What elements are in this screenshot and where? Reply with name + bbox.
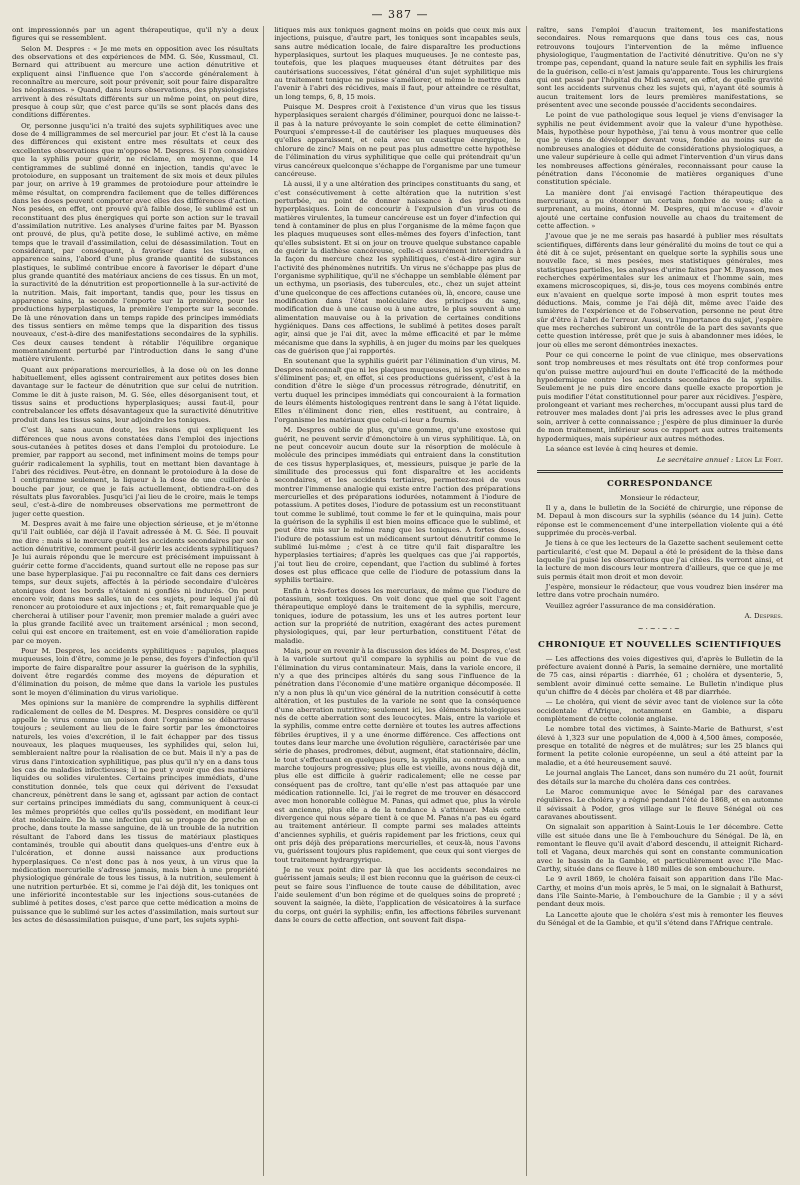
secretary-name: Léon Le Fort. — [735, 456, 783, 465]
paragraph: Quant aux préparations mercurielles, à la dose où on les donne habituellement, elles agissent contrairement aux petites doses bien davantage sur le facteur de dénutrition que sur celui de nutrition. Comme le dit à juste raison, M. G. Sée, elles désorganisent tout, et tissus sains et productions hyperplasiques; aussi faut-il, pour contrebalancer les effets désavantageux que la suractivité dénutritive produit dans les tissus sains, leur adjoindre les toniques. — [12, 365, 259, 424]
news-item: La Lancette ajoute que le choléra s'est mis à remonter les fleuves du Sénégal et de la Gambie, et qu'il s'étend dans l'Afrique centrale. — [536, 910, 783, 927]
paragraph: M. Despres oublie de plus, qu'une gomme, qu'une exostose qui guérit, ne peuvent servir d'émonctoire à un virus syphilitique. Là, on ne peut concevoir aucun doute sur la résorption de molécule à molécule des principes immédiats qui entraient dans la constitution de ces tissus hyperplasiques, et, messieurs, puisque je parle de la similitude des processus qui font disparaître et les accidents secondaires, et les accidents tertiaires, permettez-moi de vous montrer l'immense analogie qui existe entre l'action des préparations mercurielles et des préparations iodurées, notamment à l'iodure de potassium. A petites doses, l'iodure de potassium est un reconstituant tout comme le sublimé, tout comme le fer et le quinquina, mais pour la guérison de la syphilis il est bien moins efficace que le sublimé, et peut être mis sur le même rang que les toniques. A fortes doses, l'iodure de potassium est un médicament surtout dénutritif comme le sublimé lui-même ; c'est à ce titre qu'il fait disparaître les hyperplasies tertiaires; d'après les quelques cas que j'ai rapportés, j'ai tout lieu de croire, cependant, que l'action du sublimé à fortes doses est plus efficace que celle de l'iodure de potassium dans la syphilis tertiaire. — [274, 426, 521, 585]
ornament-divider: ~·~·~·~ — [637, 625, 682, 634]
news-item: — Le choléra, qui vient de sévir avec tant de violence sur la côte occidentale d'Afrique, notamment en Gambie, a disparu complètement de cette colonie anglaise. — [536, 698, 783, 724]
paragraph: C'est là, sans aucun doute, les raisons qui expliquent les différences que nous avons constatées dans l'emploi des injections sous-cutanées à petites doses et dans l'emploi du protoiodure. Le premier, par rapport au second, met infiniment moins de temps pour guérir radicalement la syphilis, tout en mettant bien davantage à l'abri des récidives. Peut-être, en donnant le protoiodure à la dose de 1 centigramme seulement, la liqueur à la dose de une cuillerée à bouche par jour, ce que je fais actuellement, obtiendra-t-on des résultats plus favorables. Jusqu'ici j'ai lieu de le croire, mais le temps seul, c'est-à-dire de nombreuses observations me permettront de juger cette question. — [12, 426, 259, 518]
paragraph: Veuillez agréer l'assurance de ma considération. — [545, 601, 716, 610]
news-item: Le journal anglais The Lancet, dans son numéro du 21 août, fournit des détails sur la marche du choléra dans ces contrées. — [536, 769, 783, 786]
column-left — [12, 26, 264, 1176]
secretary-label: Le secrétaire annuel : — [656, 456, 734, 465]
paragraph: Il y a, dans le bulletin de la Société de chirurgie, une réponse de M. Depaul à mon discours sur la syphilis (séance du 14 juin). Cette réponse est le commencement d'une interpellation violente qui a été supprimée du procès-verbal. — [536, 503, 783, 537]
paragraph: ont impressionnés par un agent thérapeutique, qu'il n'y a deux figures qui se ressemblent. — [12, 26, 259, 43]
paragraph: En soutenant que la syphilis guérit par l'élimination d'un virus, M. Despres méconnaît que ni les plaques muqueuses, ni les syphilides ne s'éliminent pas; et, en effet, si ces productions guérissent, c'est à la condition d'être le siège d'un processus rétrograde, dénutritif, en vertu duquel les principes immédiats qui concouraient à la formation de leurs éléments histologiques rentrent dans le sang à l'état liquide. Elles n'éliminent donc rien, elles restituent, au contraire, à l'organisme les matériaux que celui-ci leur a fournis. — [274, 357, 521, 424]
paragraph: Pour M. Despres, les accidents syphilitiques : papules, plaques muqueuses, loin d'être, comme je le pense, des foyers d'infection qu'il importe de faire disparaître pour assurer la guérison de la syphilis, doivent être regardés comme des moyens de dépuration et d'élimination du poison, de même que dans la variole les pustules sont le moyen d'élimination du virus variolique. — [12, 647, 259, 697]
seance-closing: La séance est levée à cinq heures et demie. — [545, 444, 698, 453]
paragraph: Or, personne jusqu'ici n'a traité des sujets syphilitiques avec une dose de 4 milligrammes de sel mercuriel par jour. Et c'est là la cause des différences qui existent entre mes résultats et ceux des excellentes observations que m'oppose M. Despres. Si l'on considère que la syphilis pour guérir, ne réclame, en moyenne, que 14 centigrammes de sublimé donné en injection, tandis qu'avec le protoiodure, en supposant un traitement de six mois et deux pilules par jour, on arrive à 19 grammes de protoiodure pour atteindre le même résultat, on comprendra facilement que de telles différences dans les doses peuvent comporter avec elles des différences d'action. Nos pesées, en effet, ont prouvé qu'à faible dose, le sublimé est un reconstituant des plus énergiques qui porte son action sur le travail d'assimilation nutritive. Les analyses d'urine faites par M. Byasson ont prouvé, de plus, qu'à petite dose, le sublimé active, en même temps que le travail d'assimilation, celui de désassimilation. Tout en considérant, par conséquent, à favoriser dans les tissus, en apparence sains, l'abord d'une plus grande quantité de substances plastiques, le sublimé contribue encore à favoriser le départ d'une plus grande quantité des matériaux anciens de ces tissus. En un mot, la suractivité de la dénutrition est proportionnelle à la sur-activité de la nutrition. Mais, fait important, tandis que, pour les tissus en apparence sains, la seconde l'emporte sur la première, pour les productions hyperplastiques, la première l'emporte sur la seconde. De là une rénovation dans un temps rapide des principes immédiats des tissus sentiers en même temps que la disparition des tissus nouveaux, c'est-à-dire des manifestations secondaires de la syphilis. Ces deux causes tendent à rétablir l'équilibre organique momentanément perturbé par l'introduction dans le sang d'une matière virulente. — [12, 121, 259, 364]
paragraph: raître, sans l'emploi d'aucun traitement, les manifestations secondaires. Nous remarquons que dans tous ces cas, nous retrouvons toujours l'intervention de la même influence physiologique, l'augmentation de l'activité dénutritive. Qu'on ne s'y trompe pas, cependant, quand la nature seule fait en syphilis les frais de la guérison, celle-ci n'est jamais qu'apparente. Tous les chirurgiens qui ont passé par l'hôpital du Midi savent, en effet, de quelle gravité sont les accidents survenus chez les sujets qui, n'ayant été soumis à aucun traitement lors de leurs premières manifestations, se présentent avec une seconde poussée d'accidents secondaires. — [536, 26, 783, 110]
news-item: Le Maroc communique avec le Sénégal par des caravanes régulières. Le choléra y a régné pendant l'été de 1868, et en automne il sévissait à Podor, gros village sur le fleuve Sénégal où ces caravanes aboutissent. — [536, 787, 783, 821]
paragraph: Je tiens à ce que les lecteurs de la Gazette sachent seulement cette particularité, c'est que M. Depaul a été le président de la thèse dans laquelle j'ai puisé les observations que j'ai citées. Ils verront ainsi, et la lecture de mon discours leur montrera d'ailleurs, que ce que je me suis permis était mon droit et mon devoir. — [536, 539, 783, 581]
chronique-heading: CHRONIQUE ET NOUVELLES SCIENTIFIQUES — [538, 639, 782, 650]
column-right — [537, 26, 788, 1176]
paragraph: Mais, pour en revenir à la discussion des idées de M. Despres, c'est à la variole surtout qu'il compare la syphilis au point de vue de l'élimination du virus contaminateur. Mais, dans la variole encore, il n'y a que des principes altérés du sang sous l'influence de la pénétration dans l'économie d'une matière organique décomposée. Il n'y a non plus là qu'un vice général de la nutrition consécutif à cette altération, et les pustules de la variole ne sont que la conséquence d'une aberration nutritive; seulement ici, les éléments histologiques nés de cette aberration sont des leucocytes. Mais, entre la variole et la syphilis, comme entre cette dernière et toutes les autres affections fébriles éruptives, il y a une énorme différence. Ces affections ont toutes dans leur marche une évolution régulière, caractérisée par une série de phases, prodromes, début, augment, état stationnaire, déclin, le tout s'effectuant en quelques jours, la syphilis, au contraire, a une marche toujours progressive; plus elle est vieille, avons nous déjà dit, plus elle est difficile à guérir radicalement; elle ne cesse par conséquent pas de croître, tant qu'elle n'est pas attaquée par une médication rationnelle. Ici, j'ai le regret de me trouver en désaccord avec mon honorable collègue M. Panas, qui admet que, plus la vérole est ancienne, plus elle a de la tendance à s'atténuer. Mais cette divergence qui nous sépare tient à ce que M. Panas n'a pas eu égard au traitement antérieur. Il compte parmi ses malades atteints d'anciennes syphilis, et guéris rapidement par les frictions, ceux qui ont pris déjà des préparations mercurielles, et ceux-là, nous l'avons vu, guérissent toujours plus rapidement, que ceux qui sont vierges de tout traitement hydrargyrique. — [274, 647, 521, 864]
page-number: — 387 — — [371, 8, 429, 21]
paragraph: J'avoue que je ne me serais pas hasardé à publier mes résultats scientifiques, différents dans leur généralité du moins de tout ce qui a été dit à ce sujet, présentant en quelque sorte la syphilis sous une nouvelle face, si mes pesées, mes statistiques générales, mes statistiques partielles, les analyses d'urine faites par M. Byasson, mes recherches expérimentales sur les animaux et l'homme sain, mes examens microscopiques, si, dis-je, tous ces moyens combinés entre eux n'avaient en quelque sorte imposé à mon esprit toutes mes déductions. Mais, comme je l'ai déjà dit, même avec l'aide des lumières de l'expérience et de l'observation, personne ne peut être sûr d'être à l'abri de l'erreur. Aussi, vu l'importance du sujet, j'espère que mes recherches subiront un contrôle de la part des savants que cette question intéresse, prêt que je suis à abandonner mes idées, le jour où elles me seront démontrées inexactes. — [536, 232, 783, 349]
secretary-signature — [537, 456, 783, 464]
salutation: Monsieur le rédacteur, — [620, 493, 700, 502]
column-middle — [274, 26, 526, 1176]
news-item: — Les affections des voies digestives qui, d'après le Bulletin de la préfecture avaient donné à Paris, la semaine dernière, une mortalité de 75 cas, ainsi répartis : diarrhée, 61 ; choléra et dysenterie, 5, semblent avoir diminué cette semaine. Le Bulletin n'indique plus qu'un chiffre de 4 décès par choléra et 48 par diarrhée. — [536, 654, 783, 697]
news-item: On signalait son apparition à Saint-Louis le 1er décembre. Cette ville est située dans une île à l'embouchure du Sénégal. De là, en remontant le fleuve qu'il avait d'abord descendu, il atteignit Richard-toll et Vagana, deux marchés qui sont en constante communication avec le bassin de la Gambie, et particulièrement avec l'île Mac-Carthy, située dans ce fleuve à 180 milles de son embouchure. — [536, 823, 783, 873]
news-item: Le 9 avril 1869, le choléra faisait son apparition dans l'île Mac-Carthy, et moins d'un mois après, le 5 mai, on le signalait à Bathurst, dans l'île Sainte-Marie, à l'embouchure de la Gambie ; il y a sévi pendant deux mois. — [536, 875, 783, 909]
paragraph: Le point de vue pathologique sous lequel je viens d'envisager la syphilis ne peut évidemment avoir que la valeur d'une hypothèse. Mais, hypothèse pour hypothèse, j'ai tenu à vous montrer que celle que je viens de développer devant vous, fondée au moins sur de nombreuses analogies et déduite de considérations physiologiques, a une valeur supérieure à celle qui admet l'intervention d'un virus dans les nombreuses affections générales, reconnaissant pour cause la pénétration dans l'économie de matières organiques d'une constitution spéciale. — [536, 111, 783, 187]
correspondance-heading: CORRESPONDANCE — [607, 478, 713, 489]
paragraph: Je ne veux point dire par là que les accidents secondaires ne guérissent jamais seuls; il est bien reconnu que la guérison de ceux-ci peut se faire sous l'influence de toute cause de débilitation, avec l'aide seulement d'un bon régime et de quelques soins de propreté ; souvent la saignée, la diète, l'application de vésicatoires à la surface du corps, ont guéri la syphilis; enfin, les affections fébriles survenant dans le cours de cette affection, ont souvent fait dispa- — [274, 866, 521, 925]
paragraph: J'espère, monsieur le rédacteur, que vous voudrez bien insérer ma lettre dans votre prochain numéro. — [536, 582, 783, 600]
paragraph: Mes opinions sur la manière de comprendre la syphilis diffèrent radicalement de celles de M. Despres. M. Despres considère ce qu'il appelle le virus comme un poison dont l'organisme se débarrasse toujours ; seulement au lieu de le faire sortir par les émonctoires naturels, les voies d'excrétion, il le fait échapper par des tissus nouveaux, les plaques muqueuses, les syphilides qui, selon lui, sembleraient naître pour la réalisation de ce but. Mais il n'y a pas de virus dans l'intoxication syphilitique, pas plus qu'il n'y en a dans tous les cas de maladies infectieuses; il ne peut y avoir que des matières liquides ou solides virulentes. Certains principes immédiats, d'une constitution donnée, tels que ceux qui dérivent de l'exsudat chancreux, pénètrent dans le sang et, agissant par action de contact sur certains principes immédiats du sang, communiquent à ceux-ci les mêmes propriétés que celles qu'ils possèdent, en modifiant leur état moléculaire. De là une infection qui se propage de proche en proche, dans toute la masse sanguine, de là un trouble de la nutrition résultant de l'abord dans les tissus de matériaux plastiques contaminés, trouble qui aboutit dans quelques-uns d'entre eux à l'ulcération, et donne aussi naissance aux productions hyperplasiques. Ce n'est donc pas à nos yeux, à un virus que la médication mercurielle s'adresse jamais, mais bien à une propriété physiologique générale de tous les tissus, à la nutrition, seulement à une nutrition perturbée. Et si, comme je l'ai déjà dit, les toniques ont une infériorité incontestable sur les injections sous-cutanées de sublimé à petites doses, c'est parce que cette médication a moins de puissance que le sublimé sur les actes d'assimilation, mais surtout sur les actes de désassimilation puisque, d'une part, les sujets syphi- — [12, 699, 259, 925]
paragraph: litiques mis aux toniques gagnent moins en poids que ceux mis aux injections, puisque, d'autre part, les toniques sont incapables seuls, sans autre médication locale, de faire disparaître les productions hyperplasiques, surtout les plaques muqueuses. Je ne conteste pas, toutefois, que les plaques muqueuses étant détruites par des cautérisations successives, l'état général d'un sujet syphilitique mis au traitement tonique ne puisse s'améliorer, et même le mettre dans l'avenir à l'abri des récidives, mais il faut, pour atteindre ce résultat, un long temps, 6, 8, 15 mois. — [274, 26, 521, 101]
section-divider — [537, 470, 783, 473]
paragraph: La manière dont j'ai envisagé l'action thérapeutique des mercuriaux, a pu étonner un certain nombre de vous; elle a surprenant, au moins, étonné M. Despres, qui m'accuse « d'avoir ajouté une certaine confusion nouvelle au chaos du traitement de cette affection. » — [536, 188, 783, 230]
paragraph: Là aussi, il y a une altération des principes constituants du sang, et c'est consécutivement à cette altération que la nutrition s'est perturbée, au point de donner naissance à des productions hyperplasiques. Loin de concourir à l'expulsion d'un virus ou de matières virulentes, la tumeur cancéreuse est un foyer d'infection qui tend à contaminer de plus en plus l'organisme de la même façon que les plaques muqueuses sont elles-mêmes des foyers d'infection, tant qu'elles subsistent. Et si on jour on trouve quelque substance capable de guérir la diathèse cancéreuse, celle-ci assurément interviendra à la façon du mercure chez les syphilitiques, c'est-à-dire agira sur l'activité des phénomènes nutritifs. Un virus ne s'échappe pas plus de l'organisme syphilitique, qu'il ne s'échappe un semblable élément par un ecthyma, un psoriasis, des tubercules, etc., chez un sujet atteint d'une quelconque de ces affections cutanées où, là, encore, cause une modification dans l'état moléculaire des principes du sang, modification due à une cause ou à une autre, le plus souvent à une alimentation mauvaise ou à la privation de certaines conditions hygiéniques. Dans ces affections, le sublimé à petites doses paraît agir, ainsi que je l'ai dit, avec la même efficacité et par le même mécanisme que dans la syphilis, à en juger du moins par les quelques cas de guérison que j'ai rapportés. — [274, 180, 521, 356]
news-item: Le nombre total des victimes, à Sainte-Marie de Bathurst, s'est élevé à 1,323 sur une population de 4,000 à 4,500 âmes, composée, presque en totalité de nègres et de mulâtres; sur les 25 blancs qui forment la petite colonie européenne, un seul a été atteint par la maladie, et a été heureusement sauvé. — [536, 725, 783, 767]
letter-signature: A. Despres. — [744, 612, 783, 620]
paragraph: M. Despres avait à me faire une objection sérieuse, et je m'étonne qu'il l'ait oubliée, car déjà il l'avait adressée à M. G. Sée. Il pouvait me dire : mais si le mercure guérit les accidents secondaires par son action dénutritive, comment peut-il guérir les accidents syphilitiques? Je lui aurais répondu que le mercure est précisément impuissant à guérir cette forme d'accidents, quand surtout elle ne repose pas sur une base hyperplasique. J'ai pu reconnaître ce fait dans ces derniers temps, sur deux sujets, affectés à la période secondaire d'ulcères atoniques dont les bords n'étaient ni gonflés ni indurés. On peut encore voir, dans mes salles, un de ces sujets, pour lequel j'ai dû renoncer au protoiodure et aux injections ; et, fait remarquable que je chercherai à utiliser pour l'avenir, mon premier malade a guéri avec la plus grande facilité avec un traitement arsénical ; mon second, celui qui est encore en traitement, est en voie d'amélioration rapide par ce moyen. — [12, 519, 259, 645]
paragraph: Puisque M. Despres croit à l'existence d'un virus que les tissus hyperplasiques seraient chargés d'éliminer, pourquoi donc ne laisse-t-il pas à la nature prévoyante le soin complet de cette élimination? Pourquoi s'empresse-t-il de cautériser les plaques muqueuses dès qu'elles apparaissent, et cela avec un caustique énergique, le chlorure de zinc? Mais on ne peut pas plus admettre cette hypothèse de l'élimination du virus syphilitique que celle qui prétendrait qu'un virus cancéreux quelconque s'échappe de l'organisme par une tumeur cancéreuse. — [274, 103, 521, 178]
paragraph: Enfin à très-fortes doses les mercuriaux, de même que l'iodure de potassium, sont toxiques. On voit donc que quel que soit l'agent thérapeutique employé dans le traitement de la syphilis, mercure, toniques, iodure de potassium, les uns et les autres portent leur action sur la propriété de nutrition, exagérant des actes purement physiologiques, qui, par leur perturbation, constituent l'état de maladie. — [274, 586, 521, 645]
paragraph: Selon M. Despres : « Je me mets en opposition avec les résultats des observations et des expériences de MM. G. Sée, Kussmaul, Cl. Bernard qui attribuent au mercure une action dénutritive et expliquent ainsi l'influence que l'on s'accorde généralement à reconnaître au mercure, soit pour prévenir, soit pour faire disparaître les néoplasmes. » Quand, dans leurs observations, des physiologistes arrivent à des résultats différents sur un même point, on peut dire, presque à coup sûr, que c'est parce qu'ils se sont placés dans des conditions différentes. — [12, 44, 259, 120]
article-columns — [12, 26, 788, 1176]
paragraph: Pour ce qui concerne le point de vue clinique, mes observations sont trop nombreuses et mes résultats ont été trop conformes pour qu'on puisse mettre aujourd'hui en doute l'efficacité de la méthode hypodermique contre les accidents secondaires de la syphilis. Seulement je ne puis dire encore dans quelle exacte proportion je puis modifier l'état constitutionnel pour parer aux récidives. J'espère, prolongeant et variant mes recherches, m'occupant aussi plus tard de retrouver mes malades dont j'ai pris les adresses avec le plus grand soin, arriver à cette connaissance ; j'espère de plus diminuer la durée de mon traitement, inférieur sous ce rapport aux autres traitements hypodermiques, mais supérieur aux autres méthodes. — [536, 351, 783, 443]
